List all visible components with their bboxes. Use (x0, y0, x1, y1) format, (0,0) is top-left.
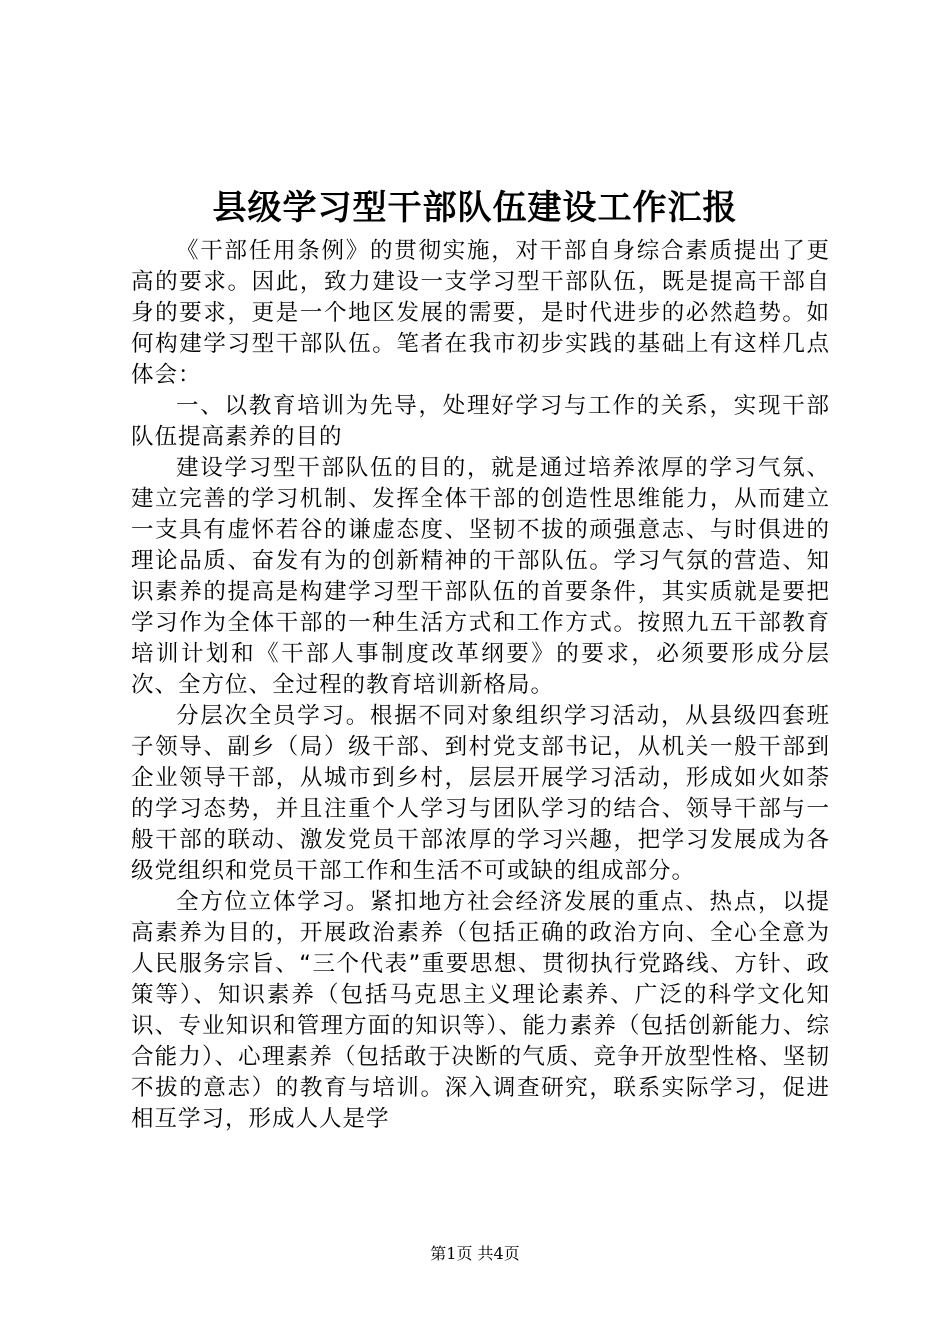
paragraph-all-round-learning: 全方位立体学习。紧扣地方社会经济发展的重点、热点，以提高素养为目的，开展政治素养（包括正确的政治方向、全心全意为人民服务宗旨、“三个代表”重要思想、贯彻执行党路线、方针、政策等）、知识素养（包括马克思主义理论素养、广泛的科学文化知识、专业知识和管理方面的知识等）、能力素养（包括创新能力、综合能力）、心理素养（包括敢于决断的气质、竞争开放型性格、坚韧不拔的意志）的教育与培训。深入调查研究，联系实际学习，促进相互学习，形成人人是学 (131, 889, 830, 1132)
page-number-footer: 第1页 共4页 (430, 1244, 520, 1263)
section-heading-1: 一、以教育培训为先导，处理好学习与工作的关系，实现干部队伍提高素养的目的 (131, 393, 830, 450)
paragraph-intro: 《干部任用条例》的贯彻实施，对干部自身综合素质提出了更高的要求。因此，致力建设一支学习型干部队伍，既是提高干部自身的要求，更是一个地区发展的需要，是时代进步的必然趋势。如何构建学习型干部队伍。笔者在我市初步实践的基础上有这样几点体会： (131, 238, 830, 388)
document-title: 县级学习型干部队伍建设工作汇报 (212, 188, 738, 228)
paragraph-tiered-learning: 分层次全员学习。根据不同对象组织学习活动，从县级四套班子领导、副乡（局）级干部、到村党支部书记，从机关一般干部到企业领导干部，从城市到乡村，层层开展学习活动，形成如火如荼的学习态势，并且注重个人学习与团队学习的结合、领导干部与一般干部的联动、激发党员干部浓厚的学习兴趣，把学习发展成为各级党组织和党员干部工作和生活不可或缺的组成部分。 (131, 703, 830, 884)
paragraph-purpose: 建设学习型干部队伍的目的，就是通过培养浓厚的学习气氛、建立完善的学习机制、发挥全体干部的创造性思维能力，从而建立一支具有虚怀若谷的谦虚态度、坚韧不拔的顽强意志、与时俱进的理论品质、奋发有为的创新精神的干部队伍。学习气氛的营造、知识素养的提高是构建学习型干部队伍的首要条件，其实质就是要把学习作为全体干部的一种生活方式和工作方式。按照九五干部教育培训计划和《干部人事制度改革纲要》的要求，必须要形成分层次、全方位、全过程的教育培训新格局。 (131, 455, 830, 698)
document-body (131, 236, 830, 1135)
